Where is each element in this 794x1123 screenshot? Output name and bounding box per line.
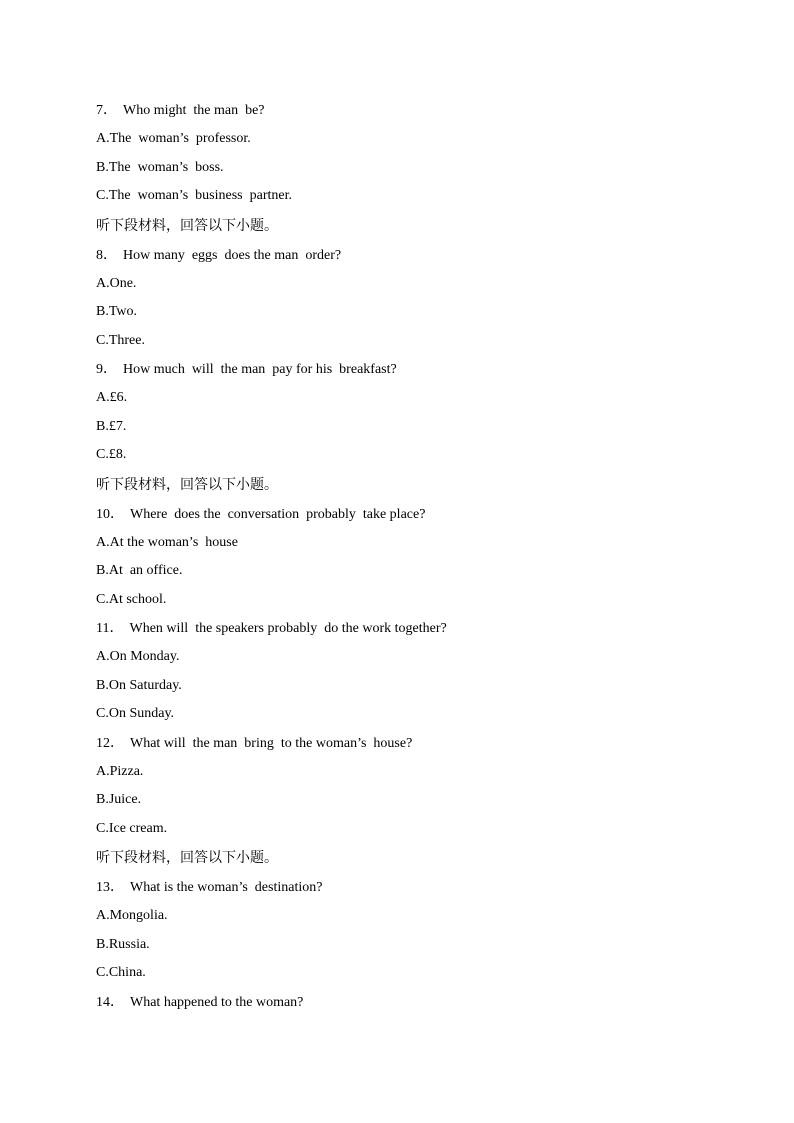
question-text: What happened to the woman? bbox=[130, 994, 304, 1010]
answer-option: B.Juice. bbox=[96, 792, 142, 807]
question-stem bbox=[96, 873, 716, 902]
answer-option: C.Ice cream. bbox=[96, 820, 168, 836]
listening-instruction: 听下段材料，回答以下小题。 bbox=[96, 217, 278, 234]
question-number: 10． bbox=[96, 506, 124, 522]
answer-option: A.One. bbox=[96, 275, 137, 291]
answer-option: B.At an office. bbox=[96, 563, 183, 578]
question-number: 11． bbox=[96, 621, 124, 636]
answer-option: A.Mongolia. bbox=[96, 908, 168, 923]
question-stem bbox=[96, 729, 716, 758]
answer-option: C.On Sunday. bbox=[96, 706, 175, 721]
question-stem bbox=[96, 96, 716, 125]
answer-option: B.Two. bbox=[96, 304, 138, 319]
question-stem bbox=[96, 500, 716, 529]
question-text: Where does the conversation probably take place? bbox=[130, 506, 426, 522]
answer-option: C.£8. bbox=[96, 447, 127, 462]
question-text: How much will the man pay for his breakfast? bbox=[123, 362, 397, 377]
question-text: What is the woman’s destination? bbox=[130, 880, 323, 895]
question-text: What will the man bring to the woman’s house? bbox=[130, 735, 413, 751]
question-text: Who might the man be? bbox=[123, 103, 265, 118]
answer-option: B.Russia. bbox=[96, 936, 150, 952]
answer-option: C.The woman’s business partner. bbox=[96, 188, 292, 203]
question-text: When will the speakers probably do the work together? bbox=[129, 621, 447, 636]
listening-instruction: 听下段材料，回答以下小题。 bbox=[96, 476, 278, 493]
question-number: 8． bbox=[96, 247, 117, 263]
question-number: 13． bbox=[96, 880, 124, 895]
question-stem bbox=[96, 355, 716, 384]
question-number: 14． bbox=[96, 994, 124, 1010]
question-stem bbox=[96, 241, 716, 270]
answer-option: A.At the woman’s house bbox=[96, 534, 238, 550]
answer-option: B.£7. bbox=[96, 418, 127, 434]
answer-option: A.£6. bbox=[96, 390, 128, 405]
answer-option: C.China. bbox=[96, 965, 146, 980]
question-list bbox=[96, 96, 716, 1017]
question-number: 12． bbox=[96, 735, 124, 751]
answer-option: C.Three. bbox=[96, 332, 145, 348]
answer-option: B.The woman’s boss. bbox=[96, 159, 224, 175]
question-number: 7． bbox=[96, 103, 117, 118]
question-text: How many eggs does the man order? bbox=[123, 247, 342, 263]
question-stem bbox=[96, 614, 716, 643]
question-number: 9． bbox=[96, 362, 117, 377]
answer-option: A.Pizza. bbox=[96, 763, 144, 779]
listening-instruction: 听下段材料，回答以下小题。 bbox=[96, 850, 278, 866]
answer-option: A.On Monday. bbox=[96, 649, 180, 664]
answer-option: B.On Saturday. bbox=[96, 677, 182, 693]
question-stem bbox=[96, 988, 716, 1017]
answer-option: A.The woman’s professor. bbox=[96, 131, 251, 146]
answer-option: C.At school. bbox=[96, 591, 167, 607]
